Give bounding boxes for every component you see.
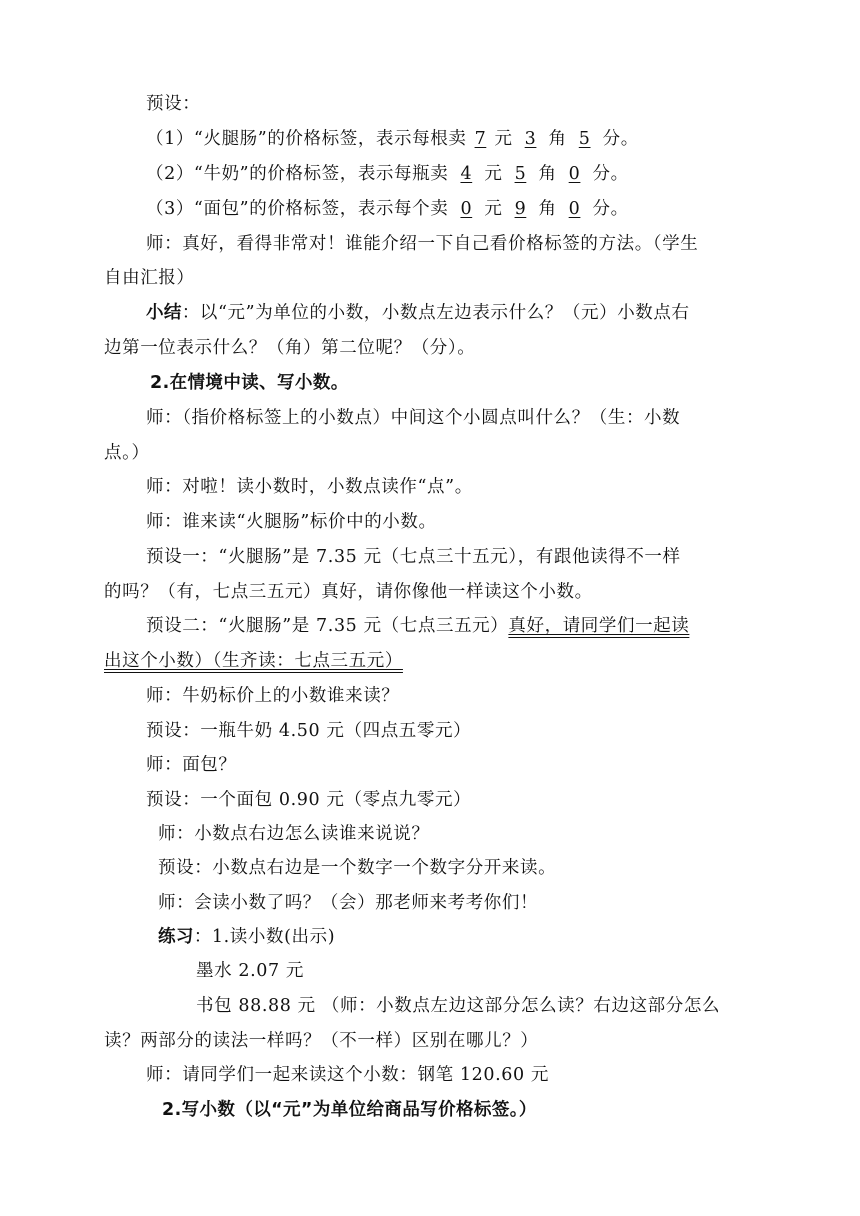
preset-line: 预设：一瓶牛奶 4.50 元（四点五零元） [146, 721, 472, 741]
teacher-line: 师：面包？ [146, 755, 237, 775]
preset-item-3: （3）“面包”的价格标签，表示每个卖 0 元 9 角 0 分。 [146, 199, 629, 219]
preset-line: 预设：一个面包 0.90 元（零点九零元） [146, 790, 472, 810]
teacher-line-cont: 自由汇报） [104, 268, 195, 288]
blank-fen: 0 [568, 164, 581, 184]
teacher-line: 师：谁来读“火腿肠”标价中的小数。 [146, 512, 437, 532]
exercise-item: 书包 88.88 元 （师：小数点左边这部分怎么读？右边这部分怎么 [196, 996, 721, 1016]
teacher-line: 师：请同学们一起来读这个小数：钢笔 120.60 元 [146, 1065, 549, 1085]
teacher-line: 师：对啦！读小数时，小数点读作“点”。 [146, 477, 473, 497]
teacher-line: 师：会读小数了吗？（会）那老师来考考你们！ [158, 893, 539, 913]
blank-yuan: 4 [460, 164, 473, 184]
blank-yuan: 0 [460, 199, 473, 219]
blank-fen: 0 [568, 199, 581, 219]
summary-label: 小结 [146, 303, 182, 323]
preset-line-cont [104, 649, 403, 673]
summary-line: 小结：以“元”为单位的小数，小数点左边表示什么？（元）小数点右 [146, 303, 690, 323]
teacher-line-cont: 点。） [104, 443, 150, 463]
preset-line: 预设一：“火腿肠”是 7.35 元（七点三十五元），有跟他读得不一样 [146, 547, 681, 567]
preset-heading: 预设： [146, 94, 201, 114]
preset-line: 预设：小数点右边是一个数字一个数字分开来读。 [158, 858, 557, 878]
preset-item-2: （2）“牛奶”的价格标签，表示每瓶卖 4 元 5 角 0 分。 [146, 164, 629, 184]
preset-line: 预设二：“火腿肠”是 7.35 元（七点三五元）真好，请同学们一起读 [146, 616, 690, 636]
teacher-line: 师：小数点右边怎么读谁来说说？ [158, 824, 430, 844]
preset-item-1: （1）“火腿肠”的价格标签，表示每根卖 7 元 3 角 5 分。 [146, 129, 639, 149]
exercise-item: 墨水 2.07 元 [196, 961, 304, 981]
double-underlined-text: 出这个小数）（生齐读：七点三五元） [104, 651, 403, 671]
teacher-line: 师：（指价格标签上的小数点）中间这个小圆点叫什么？（生：小数 [146, 408, 681, 428]
double-underlined-text: 真好，请同学们一起读 [508, 616, 690, 636]
blank-jiao: 9 [514, 199, 527, 219]
section-heading: 2.写小数（以“元”为单位给商品写价格标签。） [162, 1100, 537, 1120]
section-heading: 2.在情境中读、写小数。 [150, 373, 349, 393]
practice-line: 练习：1.读小数(出示) [158, 927, 336, 947]
exercise-item-cont: 读？两部分的读法一样吗？（不一样）区别在哪儿？） [104, 1031, 539, 1051]
summary-line-cont: 边第一位表示什么？（角）第二位呢？（分）。 [104, 338, 476, 358]
preset-line-cont: 的吗？（有，七点三五元）真好，请你像他一样读这个小数。 [104, 582, 593, 602]
blank-jiao: 5 [514, 164, 527, 184]
practice-label: 练习 [158, 927, 194, 947]
blank-yuan: 7 [474, 129, 487, 149]
teacher-line: 师：真好，看得非常对！谁能介绍一下自己看价格标签的方法。（学生 [146, 234, 699, 254]
blank-jiao: 3 [524, 129, 537, 149]
teacher-line: 师：牛奶标价上的小数谁来读？ [146, 686, 400, 706]
blank-fen: 5 [578, 129, 591, 149]
